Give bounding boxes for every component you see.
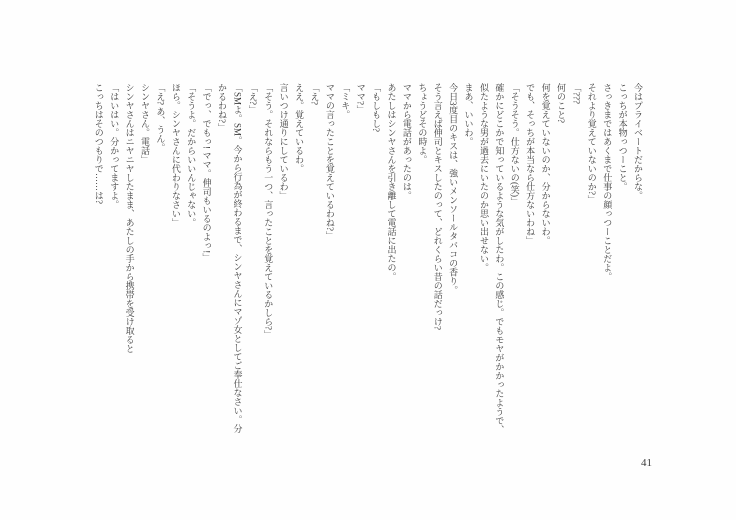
text-column: 似たような男が過去にいたのか思い出せない。 [478, 83, 489, 272]
text-column: さっきまではあくまで仕事の顔っつーことだよ。 [602, 83, 613, 281]
text-column: ママから電話があったのは。 [401, 83, 412, 200]
text-column: 「え? あ、うん。 [155, 83, 166, 153]
text-column: 「SMよ。SM。今から行為が終わるまで、シンヤさんにマゾ女としてご奉仕なさい。分 [232, 83, 243, 434]
text-column: 確かにどこかで知っているような気がしたわ。この感じ。でもモヤがかかったようで、 [494, 83, 505, 434]
text-column: ほら。シンヤさんに代わりなさい」 [170, 83, 181, 227]
text-column: かるわね?」 [217, 83, 228, 132]
text-column: ママの言ったことを覚えているわね?」 [324, 83, 335, 240]
text-column: シンヤさん。電話」 [140, 83, 150, 164]
text-column: 「え? [309, 83, 320, 105]
vertical-text-block [90, 83, 645, 449]
text-column: 何を覚えていないのか、分からないわ。 [540, 83, 551, 245]
text-column: 「そうそう。仕方ないの(笑)」 [509, 83, 520, 206]
text-column: 「もしもし? [371, 83, 382, 132]
text-column: でも、そっちが本当なら仕方ないわね」 [525, 83, 536, 245]
text-column: 「??? [571, 83, 582, 104]
text-column: ママ?」 [355, 83, 366, 114]
text-column: 「え?」 [247, 83, 258, 114]
page-number: 41 [641, 457, 652, 469]
text-column: 「そうよ。だからいいんじゃない。 [186, 83, 197, 227]
text-column: 「ミキ。 [340, 83, 351, 119]
text-column: あたしはシンヤさんを引き離して電話に出たの。 [386, 83, 397, 281]
text-column: そう言えば伸司とキスしたのって、どれくらい昔の話だっけ? [432, 83, 443, 330]
text-column: それより覚えていないのか?」 [586, 83, 597, 204]
text-column: 「でっ、でもっ! ママ。伸司もいるのよっ!」 [201, 83, 212, 263]
text-column: ちょうどその時よ。 [417, 83, 428, 164]
text-column: ええ。覚えているわ。 [294, 83, 305, 173]
text-column: こっちはそのつもりで……は? [93, 83, 104, 204]
text-column: まあ、いいわ。 [463, 83, 474, 146]
text-column: 今日3度目のキスは、強いメンソールタバコの香り。 [448, 83, 459, 295]
text-column: 「はいはい。分かってますよ。 [109, 83, 120, 209]
text-column: 「そう。それならもう一つ、言ったことを覚えているかしら?」 [263, 83, 274, 339]
text-column: 言いつけ通りにしているわ」 [278, 83, 289, 200]
text-column: こっちが本物っつーこと。 [617, 83, 628, 191]
text-column: 今はプライベートだからな。 [633, 83, 643, 200]
text-column: 何のこと? [555, 83, 566, 123]
text-column: シンヤさんはニヤニヤしたまま、あたしの手から携帯を受け取ると [124, 83, 135, 353]
